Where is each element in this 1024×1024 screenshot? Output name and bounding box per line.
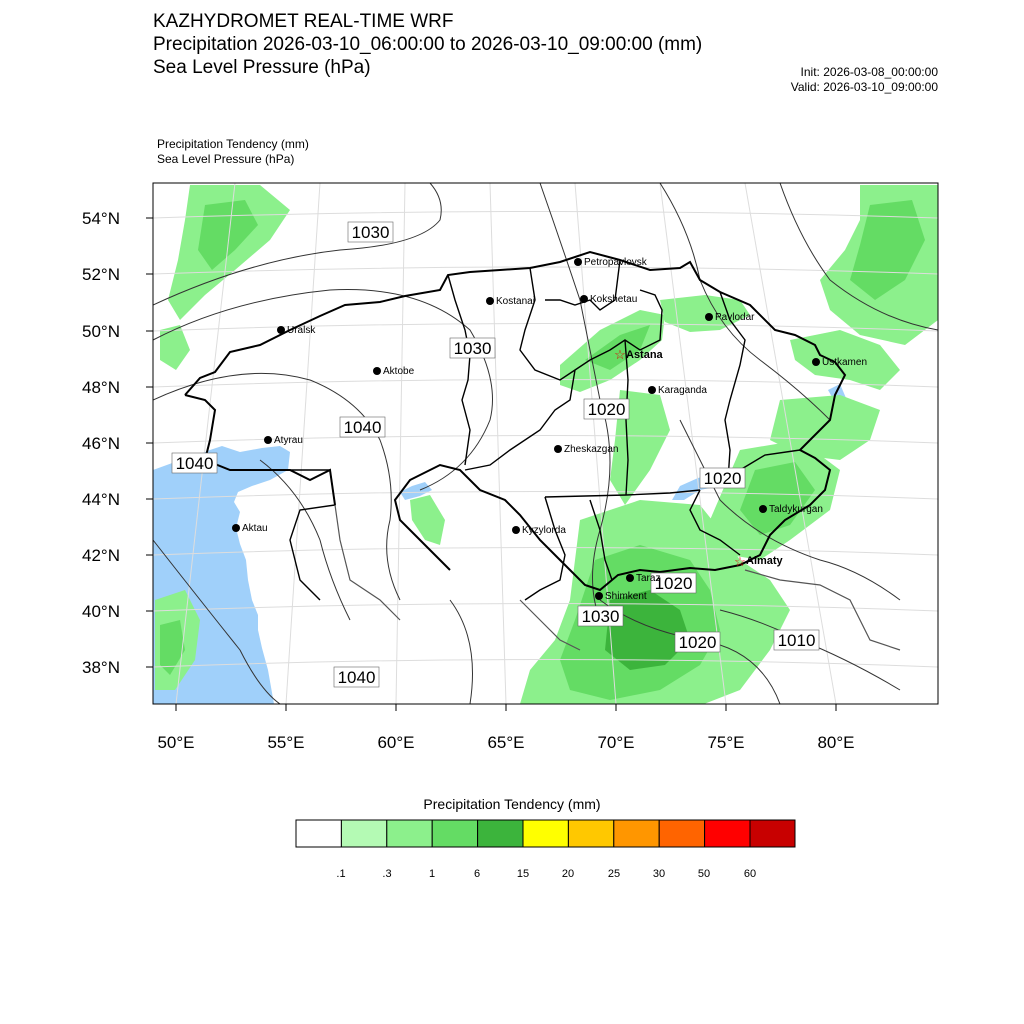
lon-tick-label: 80°E bbox=[817, 733, 855, 752]
city-label: Aktau bbox=[242, 523, 268, 534]
valid-time: Valid: 2026-03-10_09:00:00 bbox=[790, 80, 938, 94]
legend-value: .1 bbox=[336, 868, 346, 880]
legend-value: 30 bbox=[652, 868, 666, 880]
init-time: Init: 2026-03-08_00:00:00 bbox=[800, 65, 938, 79]
field-label-precip: Precipitation Tendency (mm) bbox=[157, 137, 309, 151]
legend-swatch bbox=[614, 820, 659, 847]
city-label: Kokshetau bbox=[590, 294, 638, 305]
map-area bbox=[153, 183, 938, 704]
legend-value: 1 bbox=[428, 868, 436, 880]
city-marker bbox=[512, 526, 520, 534]
legend-value: .3 bbox=[382, 868, 392, 880]
lon-tick-label: 65°E bbox=[487, 733, 525, 752]
legend-value: 25 bbox=[607, 868, 621, 880]
field-label-slp: Sea Level Pressure (hPa) bbox=[157, 152, 295, 166]
lat-tick-label: 52°N bbox=[82, 265, 120, 284]
legend-swatch bbox=[387, 820, 432, 847]
lat-tick-label: 44°N bbox=[82, 490, 120, 509]
legend-swatch bbox=[296, 820, 341, 847]
city-label: Kyzylorda bbox=[522, 525, 566, 536]
isobar-label: 1040 bbox=[175, 454, 214, 473]
capital-label: Almaty bbox=[746, 555, 783, 567]
city-label: Atyrau bbox=[274, 435, 303, 446]
isobar-label: 1040 bbox=[337, 668, 376, 687]
legend-swatch bbox=[750, 820, 795, 847]
isobar-label: 1020 bbox=[654, 574, 693, 593]
city-marker bbox=[574, 258, 582, 266]
legend-swatch bbox=[432, 820, 477, 847]
isobar-label: 1030 bbox=[453, 339, 492, 358]
legend-swatch bbox=[523, 820, 568, 847]
isobar-label: 1020 bbox=[703, 469, 742, 488]
city-marker bbox=[373, 367, 381, 375]
city-label: Ustkamen bbox=[822, 357, 868, 368]
city-marker bbox=[554, 445, 562, 453]
city-label: Taraz bbox=[636, 573, 661, 584]
lat-tick-label: 40°N bbox=[82, 602, 120, 621]
isobar-label: 1010 bbox=[777, 631, 816, 650]
isobar-label: 1030 bbox=[351, 223, 390, 242]
legend-value: 60 bbox=[743, 868, 757, 880]
city-marker bbox=[595, 592, 603, 600]
city-marker bbox=[648, 386, 656, 394]
lat-tick-label: 38°N bbox=[82, 658, 120, 677]
city-marker bbox=[705, 313, 713, 321]
city-label: Petropavlovsk bbox=[584, 257, 647, 268]
lon-axis bbox=[157, 704, 854, 752]
legend-title: Precipitation Tendency (mm) bbox=[423, 796, 601, 812]
city-label: Zheskazgan bbox=[564, 444, 619, 455]
legend-swatch bbox=[705, 820, 750, 847]
city-marker bbox=[812, 358, 820, 366]
city-marker bbox=[232, 524, 240, 532]
legend-swatch bbox=[341, 820, 386, 847]
city-marker bbox=[264, 436, 272, 444]
legend-value: 50 bbox=[697, 868, 711, 880]
legend-swatch bbox=[478, 820, 523, 847]
lat-tick-label: 42°N bbox=[82, 546, 120, 565]
city-label: Shimkent bbox=[605, 591, 647, 602]
slp-title: Sea Level Pressure (hPa) bbox=[153, 57, 371, 78]
lat-tick-label: 46°N bbox=[82, 434, 120, 453]
city-marker bbox=[626, 574, 634, 582]
lon-tick-label: 70°E bbox=[597, 733, 635, 752]
city-label: Taldykurgan bbox=[769, 504, 823, 515]
city-marker bbox=[759, 505, 767, 513]
city-label: Pavlodar bbox=[715, 312, 755, 323]
lat-axis bbox=[82, 209, 153, 677]
lat-tick-label: 54°N bbox=[82, 209, 120, 228]
city-marker bbox=[580, 295, 588, 303]
legend-colorbar bbox=[296, 820, 795, 847]
city-label: Aktobe bbox=[383, 366, 415, 377]
legend-value: 20 bbox=[561, 868, 575, 880]
legend-swatch bbox=[568, 820, 613, 847]
lon-tick-label: 50°E bbox=[157, 733, 195, 752]
isobar-label: 1020 bbox=[587, 400, 626, 419]
legend-value: 15 bbox=[516, 868, 530, 880]
lon-tick-label: 55°E bbox=[267, 733, 305, 752]
capital-star-icon: ☆ bbox=[614, 347, 626, 362]
lon-tick-label: 75°E bbox=[707, 733, 745, 752]
capital-label: Astana bbox=[626, 349, 663, 361]
legend-swatch bbox=[659, 820, 704, 847]
city-label: Karaganda bbox=[658, 385, 707, 396]
capital-star-icon: ☆ bbox=[734, 554, 746, 569]
isobar-label: 1020 bbox=[678, 633, 717, 652]
lat-tick-label: 50°N bbox=[82, 322, 120, 341]
isobar-label: 1030 bbox=[581, 607, 620, 626]
lat-tick-label: 48°N bbox=[82, 378, 120, 397]
precip-period-title: Precipitation 2026-03-10_06:00:00 to 2026-03-10_09:00:00 (mm) bbox=[153, 34, 703, 55]
city-marker bbox=[486, 297, 494, 305]
city-marker bbox=[277, 326, 285, 334]
legend-value: 6 bbox=[473, 868, 481, 880]
city-label: Kostanai bbox=[496, 296, 535, 307]
isobar-label: 1040 bbox=[343, 418, 382, 437]
city-label: Uralsk bbox=[287, 325, 316, 336]
lon-tick-label: 60°E bbox=[377, 733, 415, 752]
map-title: KAZHYDROMET REAL-TIME WRF bbox=[153, 11, 454, 32]
